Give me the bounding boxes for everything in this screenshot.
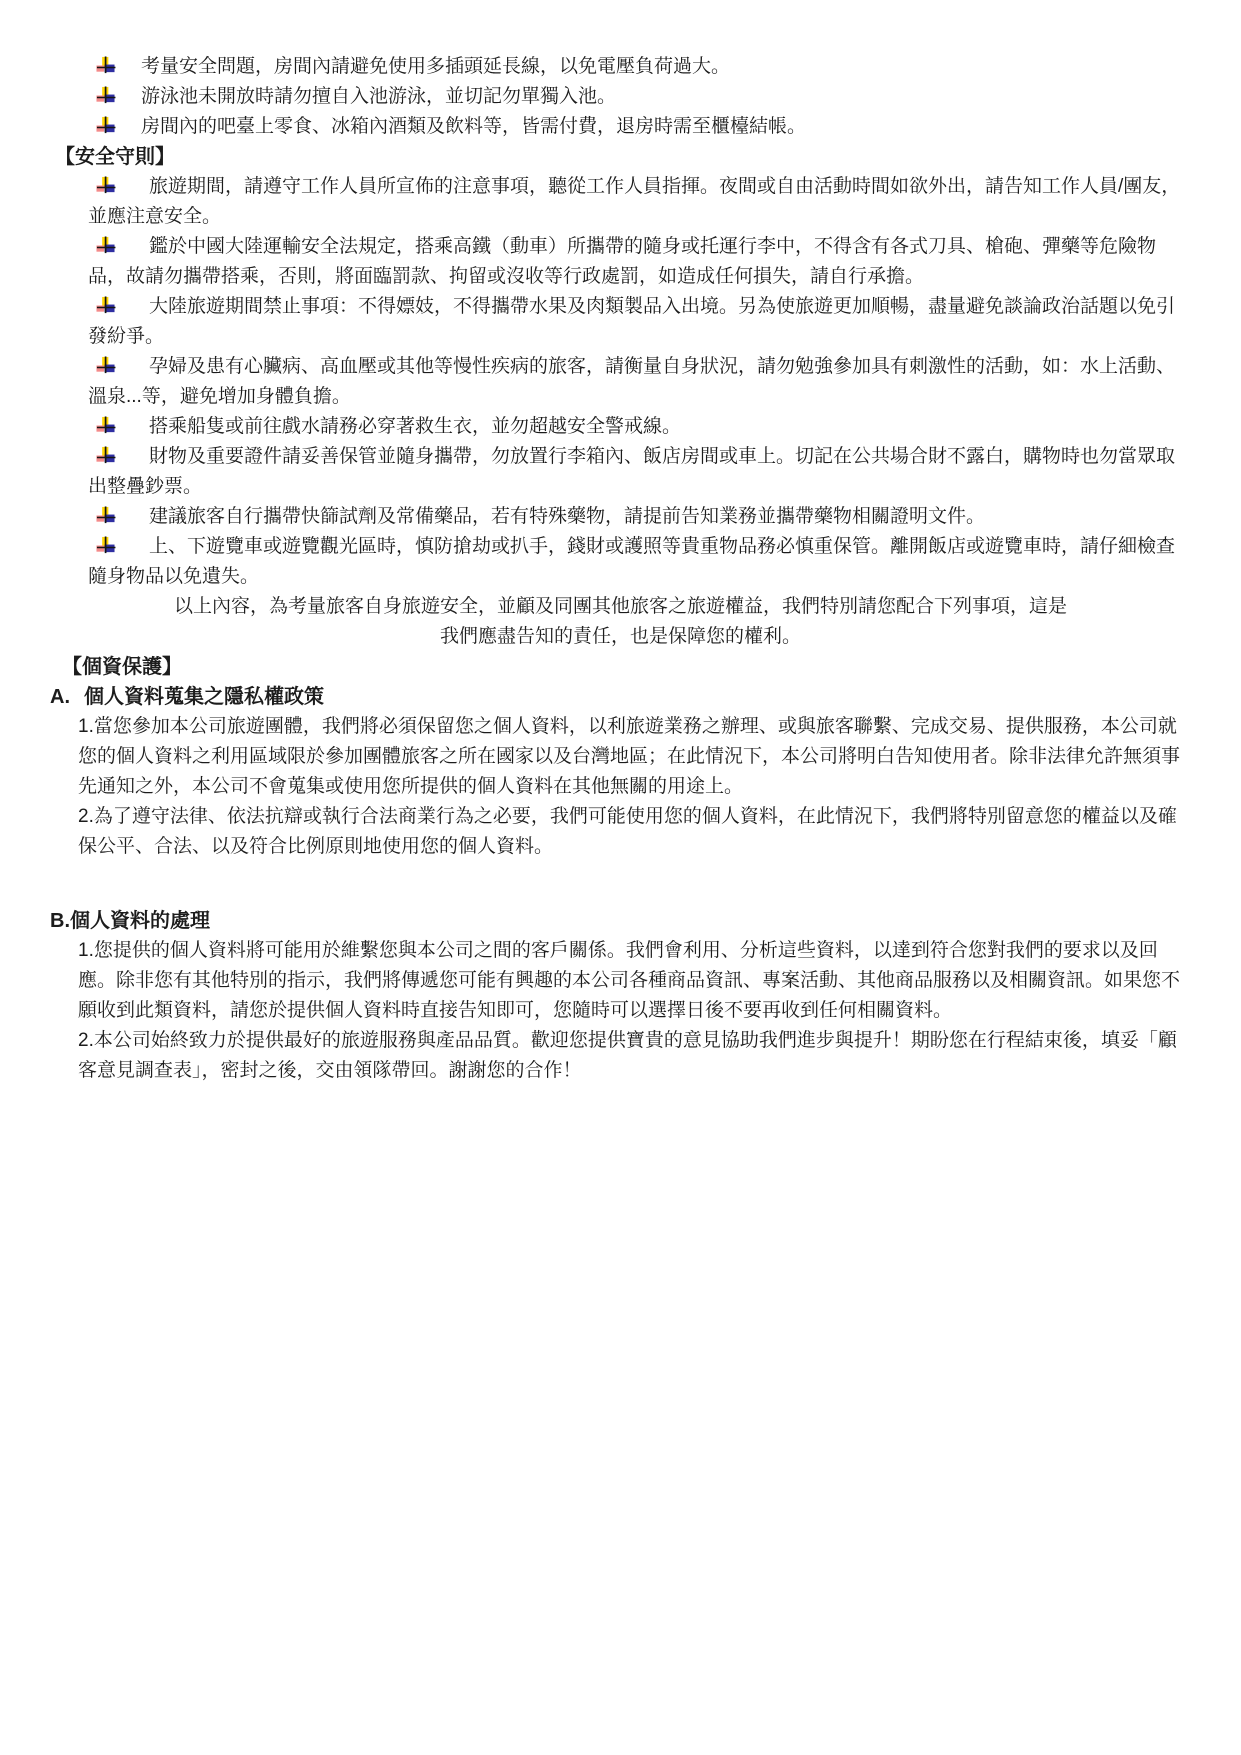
subsection-label-b: B.	[50, 910, 70, 932]
arrow-bullet-icon	[95, 116, 116, 135]
list-item	[50, 52, 1191, 82]
bullet-text: 考量安全問題，房間內請避免使用多插頭延長線，以免電壓負荷過大。	[141, 56, 731, 77]
list-item	[50, 172, 1191, 232]
list-item	[50, 232, 1191, 292]
arrow-bullet-icon	[95, 446, 116, 465]
arrow-bullet-icon	[95, 296, 116, 315]
bullet-text: 旅遊期間，請遵守工作人員所宣佈的注意事項，聽從工作人員指揮。夜間或自由活動時間如欲外出，請告知工作人員/團友，並應注意安全。	[88, 176, 1181, 227]
closing-line-1: 以上內容，為考量旅客自身旅遊安全，並顧及同團其他旅客之旅遊權益，我們特別請您配合下列事項，這是	[173, 596, 1067, 617]
bullet-text: 上、下遊覽車或遊覽觀光區時，慎防搶劫或扒手，錢財或護照等貴重物品務必慎重保管。離開飯店或遊覽車時，請仔細檢查隨身物品以免遺失。	[88, 536, 1176, 587]
bullet-text: 鑑於中國大陸運輸安全法規定，搭乘高鐵（動車）所攜帶的隨身或托運行李中，不得含有各式刀具、槍砲、彈藥等危險物品，故請勿攜帶搭乘，否則，將面臨罰款、拘留或沒收等行政處罰，如造成任何損失，請自行承擔。	[88, 236, 1157, 287]
data-handling-item-1: 1.您提供的個人資料將可能用於維繫您與本公司之間的客戶關係。我們會利用、分析這些資料，以達到符合您對我們的要求以及回應。除非您有其他特別的指示，我們將傳遞您可能有興趣的本公司各種商品資訊、專案活動、其他商品服務以及相關資訊。如果您不願收到此類資料，請您於提供個人資料時直接告知即可，您隨時可以選擇日後不要再收到任何相關資料。	[78, 940, 1181, 1021]
subsection-heading-b	[50, 906, 1191, 936]
arrow-bullet-icon	[95, 236, 116, 255]
bullet-text: 游泳池未開放時請勿擅自入池游泳，並切記勿單獨入池。	[141, 86, 617, 107]
arrow-bullet-icon	[95, 506, 116, 525]
section-heading-safety-rules: 【安全守則】	[55, 146, 175, 168]
list-item	[50, 502, 1191, 532]
bullet-text: 建議旅客自行攜帶快篩試劑及常備藥品，若有特殊藥物，請提前告知業務並攜帶藥物相關證明文件。	[149, 506, 986, 527]
arrow-bullet-icon	[95, 176, 116, 195]
list-item	[50, 352, 1191, 412]
subsection-title-b: 個人資料的處理	[70, 910, 210, 932]
list-item	[50, 442, 1191, 502]
list-item	[50, 532, 1191, 592]
list-item	[50, 82, 1191, 112]
bullet-text: 大陸旅遊期間禁止事項：不得嫖妓，不得攜帶水果及肉類製品入出境。另為使旅遊更加順暢，盡量避免談論政治話題以免引發紛爭。	[88, 296, 1176, 347]
list-item	[50, 412, 1191, 442]
section-heading-privacy: 【個資保護】	[62, 656, 182, 678]
subsection-heading-a	[50, 682, 1191, 712]
bullet-text: 孕婦及患有心臟病、高血壓或其他等慢性疾病的旅客，請衡量自身狀況，請勿勉強參加具有刺激性的活動，如：水上活動、溫泉...等，避免增加身體負擔。	[88, 356, 1176, 407]
privacy-policy-item-2: 2.為了遵守法律、依法抗辯或執行合法商業行為之必要，我們可能使用您的個人資料，在此情況下，我們將特別留意您的權益以及確保公平、合法、以及符合比例原則地使用您的個人資料。	[78, 806, 1177, 857]
arrow-bullet-icon	[95, 86, 116, 105]
closing-line-2: 我們應盡告知的責任，也是保障您的權利。	[439, 626, 801, 647]
bullet-text: 財物及重要證件請妥善保管並隨身攜帶，勿放置行李箱內、飯店房間或車上。切記在公共場合財不露白，購物時也勿當眾取出整疊鈔票。	[88, 446, 1176, 497]
subsection-label-a: A.	[50, 686, 70, 708]
arrow-bullet-icon	[95, 56, 116, 75]
bullet-text: 搭乘船隻或前往戲水請務必穿著救生衣，並勿超越安全警戒線。	[149, 416, 682, 437]
arrow-bullet-icon	[95, 356, 116, 375]
closing-statement	[50, 592, 1191, 652]
list-item	[50, 292, 1191, 352]
list-item	[50, 112, 1191, 142]
arrow-bullet-icon	[95, 416, 116, 435]
arrow-bullet-icon	[95, 536, 116, 555]
privacy-policy-item-1: 1.當您參加本公司旅遊團體，我們將必須保留您之個人資料，以利旅遊業務之辦理、或與旅客聯繫、完成交易、提供服務，本公司就您的個人資料之利用區域限於參加團體旅客之所在國家以及台灣地區；在此情況下，本公司將明白告知使用者。除非法律允許無須事先通知之外，本公司不會蒐集或使用您所提供的個人資料在其他無關的用途上。	[78, 716, 1181, 797]
data-handling-item-2: 2.本公司始終致力於提供最好的旅遊服務與產品品質。歡迎您提供寶貴的意見協助我們進步與提升！期盼您在行程結束後，填妥「顧客意見調查表」，密封之後，交由領隊帶回。謝謝您的合作！	[78, 1030, 1177, 1081]
subsection-title-a: 個人資料蒐集之隱私權政策	[84, 686, 324, 708]
bullet-text: 房間內的吧臺上零食、冰箱內酒類及飲料等，皆需付費，退房時需至櫃檯結帳。	[141, 116, 807, 137]
